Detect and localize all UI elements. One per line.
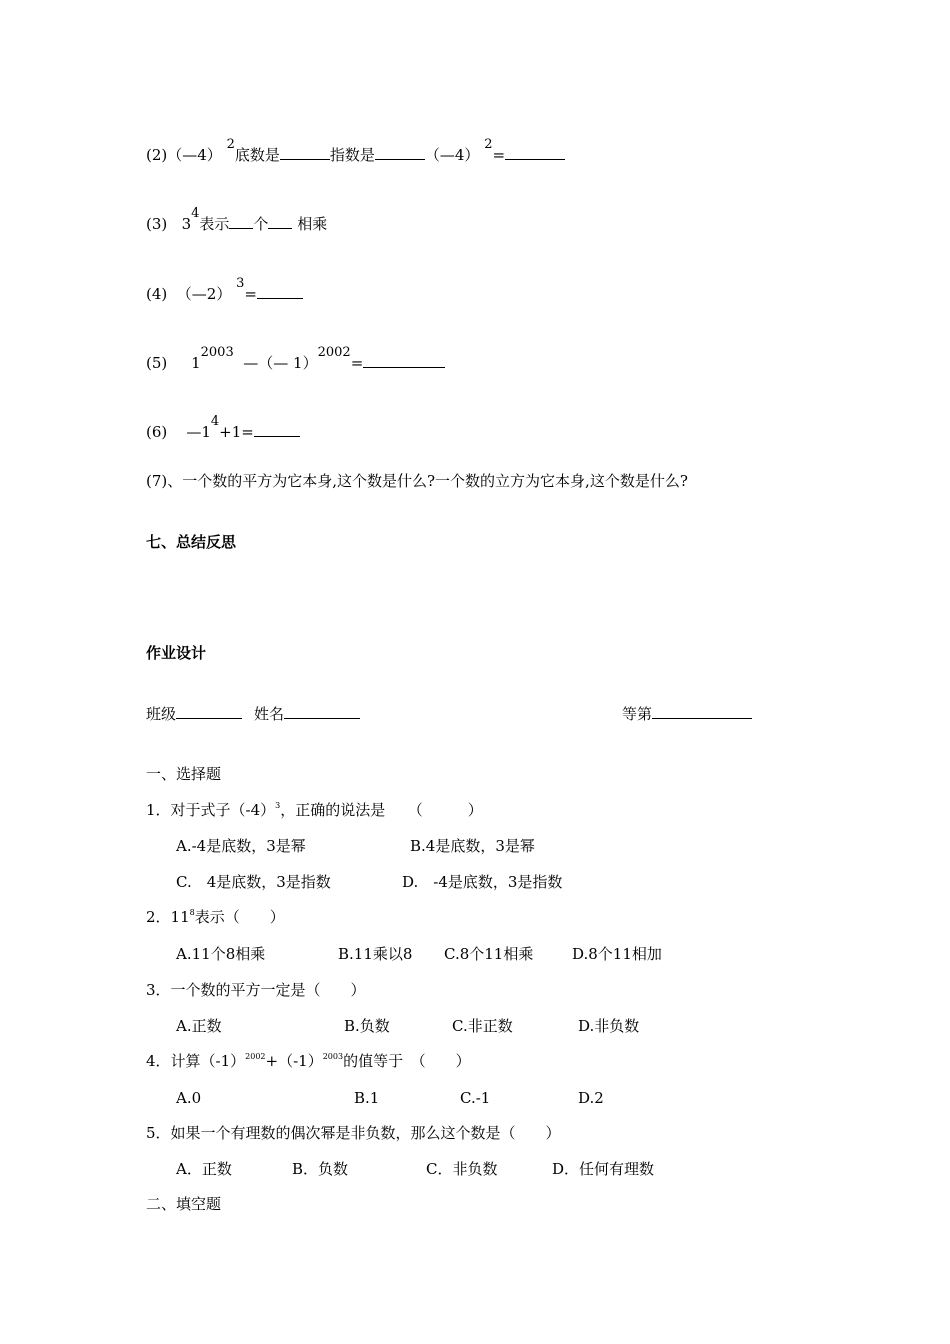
question-4: 4．计算$(-1)^{2002}+(-1)^{2003}$的值等于 （ ） [146, 1052, 471, 1070]
blank [254, 422, 300, 437]
practice-q2: (2)（—4） 2底数是 指数是 （—4） 2= [146, 145, 565, 167]
exponent: 2 [484, 137, 493, 152]
exponent: 8 [189, 908, 195, 917]
class-field[interactable] [176, 704, 242, 719]
practice-q6: (6) —14+1= [146, 422, 300, 444]
option-3b: B.负数 [344, 1017, 390, 1035]
name-field[interactable] [284, 704, 360, 719]
practice-q3: (3) 34表示 个 相乘 [146, 206, 328, 233]
exponent: 2002 [245, 1052, 266, 1061]
form-class: 班级 [146, 704, 242, 724]
option-5c: C．非负数 [426, 1160, 498, 1178]
form-name: 姓名 [254, 704, 360, 724]
option-3d: D.非负数 [578, 1017, 640, 1035]
blank [257, 284, 303, 299]
fill-section-title: 二、填空题 [146, 1195, 222, 1213]
blank [505, 145, 565, 160]
option-5d: D．任何有理数 [552, 1160, 655, 1178]
option-2b: B.11乘以8 [338, 945, 413, 963]
homework-title: 作业设计 [146, 644, 207, 662]
option-1b: B.4是底数，3是幂 [410, 837, 535, 855]
practice-q5: (5) 12003 —（— 1）2002= [146, 353, 445, 375]
exponent: 3 [236, 276, 245, 291]
question-3: 3．一个数的平方一定是（ ） [146, 981, 366, 999]
option-5b: B．负数 [292, 1160, 349, 1178]
grade-field[interactable] [652, 704, 752, 719]
blank [363, 353, 445, 368]
option-1c: C. 4是底数，3是指数 [176, 873, 331, 891]
option-4c: C.-1 [460, 1089, 491, 1107]
blank [375, 145, 425, 160]
option-4a: A.0 [176, 1089, 202, 1107]
blank [229, 214, 253, 229]
exponent: 3 [275, 801, 281, 810]
practice-q7: (7)、一个数的平方为它本身,这个数是什么?一个数的立方为它本身,这个数是什么? [146, 472, 688, 490]
option-3c: C.非正数 [452, 1017, 513, 1035]
practice-q4: (4) （—2） 3= [146, 284, 303, 306]
exponent: 2003 [322, 1052, 344, 1061]
blank [268, 214, 292, 229]
exponent: 4 [191, 206, 200, 221]
option-1a: A.-4是底数，3是幂 [176, 837, 306, 855]
form-grade: 等第 [622, 704, 752, 724]
exponent: 2002 [317, 345, 351, 360]
exponent: 2003 [200, 345, 234, 360]
option-2a: A.11个8相乘 [176, 945, 266, 963]
option-1d: D. -4是底数，3是指数 [402, 873, 563, 891]
option-4d: D.2 [578, 1089, 604, 1107]
choice-section-title: 一、选择题 [146, 765, 222, 783]
option-2d: D.8个11相加 [572, 945, 662, 963]
option-4b: B.1 [354, 1089, 380, 1107]
question-5: 5．如果一个有理数的偶次幂是非负数，那么这个数是（ ） [146, 1124, 561, 1142]
option-5a: A．正数 [176, 1160, 232, 1178]
option-3a: A.正数 [176, 1017, 222, 1035]
exponent: 2 [226, 137, 235, 152]
option-2c: C.8个11相乘 [444, 945, 534, 963]
blank [280, 145, 330, 160]
section-summary-heading: 七、总结反思 [146, 533, 237, 551]
exponent: 4 [210, 414, 220, 429]
question-1: 1．对于式子$(-4)^3$，正确的说法是 （ ） [146, 801, 483, 819]
question-2: 2．$11^8$表示（ ） [146, 908, 285, 926]
